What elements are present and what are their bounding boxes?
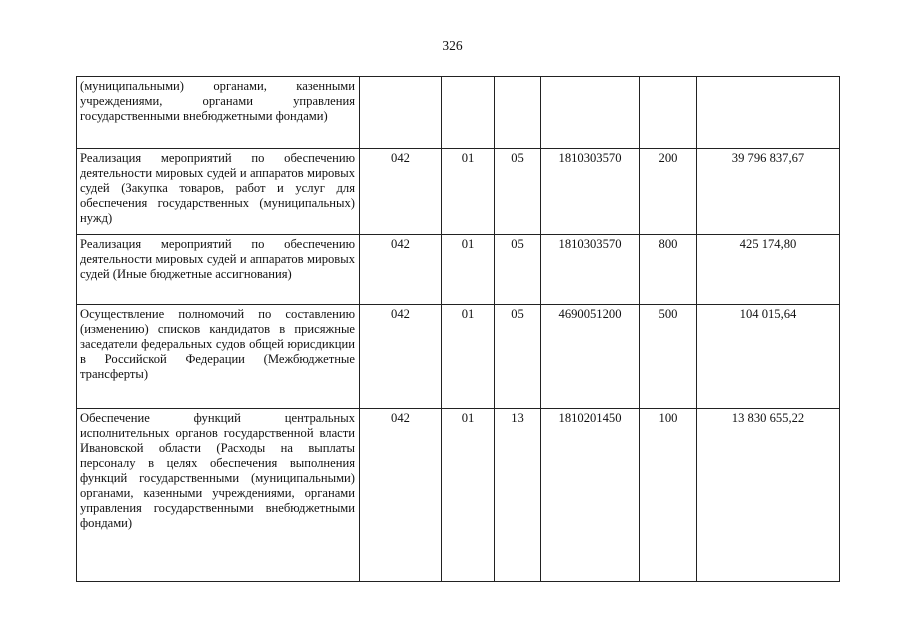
grbs-code-cell [360,77,442,149]
expense-name-cell: Осуществление полномочий по составлению (изменению) списков кандидатов в присяжные заседатели федеральных судов общей юрисдикции в Российской Федерации (Межбюджетные трансферты) [77,305,360,409]
target-article-cell: 4690051200 [541,305,640,409]
grbs-code-cell: 042 [360,149,442,235]
expense-type-cell: 100 [640,409,697,582]
section-code-cell: 01 [442,409,495,582]
expense-type-cell: 200 [640,149,697,235]
subsection-code-cell: 13 [495,409,541,582]
expense-type-cell [640,77,697,149]
grbs-code-cell: 042 [360,409,442,582]
section-code-cell: 01 [442,149,495,235]
target-article-cell [541,77,640,149]
page-number: 326 [442,38,463,53]
amount-cell: 425 174,80 [697,235,840,305]
section-code-cell: 01 [442,235,495,305]
table-row [77,77,840,149]
section-code-cell: 01 [442,305,495,409]
amount-cell [697,77,840,149]
grbs-code-cell: 042 [360,235,442,305]
subsection-code-cell: 05 [495,305,541,409]
budget-table [76,76,840,582]
table-row [77,409,840,582]
expense-type-cell: 500 [640,305,697,409]
table-row [77,235,840,305]
section-code-cell [442,77,495,149]
expense-name-cell: Реализация мероприятий по обеспечению деятельности мировых судей и аппаратов мировых судей (Закупка товаров, работ и услуг для обеспечения государственных (муниципальных) нужд) [77,149,360,235]
expense-name-cell: Обеспечение функций центральных исполнительных органов государственной власти Ивановской области (Расходы на выплаты персоналу в целях обеспечения выполнения функций государственными (муниципальными) органами, казенными учреждениями, органами управления государственными внебюджетными фондами) [77,409,360,582]
subsection-code-cell: 05 [495,149,541,235]
expense-name-cell: (муниципальными) органами, казенными учреждениями, органами управления государственными внебюджетными фондами) [77,77,360,149]
target-article-cell: 1810303570 [541,149,640,235]
grbs-code-cell: 042 [360,305,442,409]
target-article-cell: 1810303570 [541,235,640,305]
target-article-cell: 1810201450 [541,409,640,582]
table-row [77,305,840,409]
expense-name-cell: Реализация мероприятий по обеспечению деятельности мировых судей и аппаратов мировых судей (Иные бюджетные ассигнования) [77,235,360,305]
amount-cell: 13 830 655,22 [697,409,840,582]
amount-cell: 104 015,64 [697,305,840,409]
amount-cell: 39 796 837,67 [697,149,840,235]
subsection-code-cell [495,77,541,149]
expense-type-cell: 800 [640,235,697,305]
subsection-code-cell: 05 [495,235,541,305]
table-row [77,149,840,235]
